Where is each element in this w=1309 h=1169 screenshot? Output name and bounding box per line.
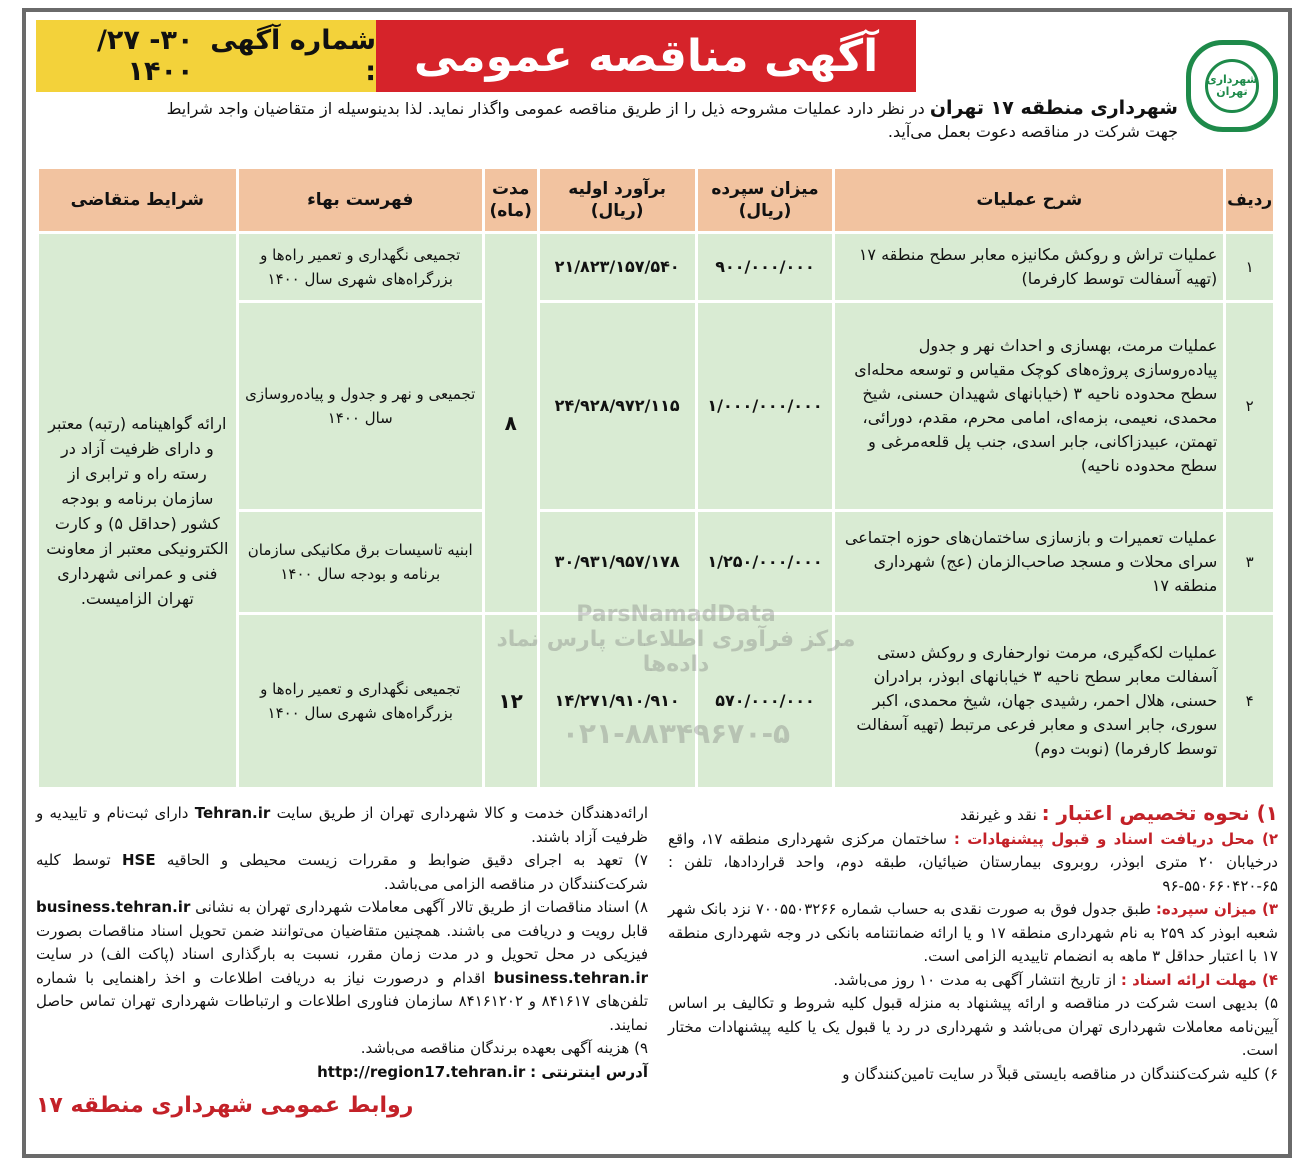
term-8-body-a: ۸) اسناد مناقصات از طریق تالار آگهی معاملات شهرداری تهران به نشانی: [195, 898, 648, 916]
applicant-conditions: ارائه گواهینامه (رتبه) معتبر و دارای ظرفیت آزاد در رسته راه و ترابری از سازمان برنامه و بودجه کشور (حداقل ۵) و کارت الکترونیکی معتبر از معاونت فنی و عمرانی شهرداری تهران الزامیست.: [39, 234, 236, 787]
ad-number-label: شماره آگهی :: [210, 25, 376, 87]
intro-text: [26, 96, 1178, 121]
header-estimate-unit: (ریال): [590, 201, 644, 221]
header-price-list: فهرست بهاء: [239, 169, 482, 231]
term-5: ۵) بدیهی است شرکت در مناقصه و ارائه پیشنهاد به منزله قبول کلیه شروط و تکالیف بر اساس آیین‌نامه معاملات شهرداری تهران می‌باشد و شهرداری در رد یا قبول یک یا کلیه پیشنهادات مختار است.: [668, 994, 1278, 1059]
term-3-title: ۳) میزان سپرده:: [1155, 900, 1278, 918]
term-1: [668, 802, 1278, 828]
row-description: عملیات تراش و روکش مکانیزه معابر سطح منطقه ۱۷ (تهیه آسفالت توسط کارفرما): [835, 234, 1223, 300]
table-header-row: [39, 169, 1273, 231]
row-deposit: ۹۰۰/۰۰۰/۰۰۰: [698, 234, 833, 300]
row-estimate: ۳۰/۹۳۱/۹۵۷/۱۷۸: [540, 512, 695, 612]
address-line: [36, 1061, 648, 1085]
row-description: عملیات مرمت، بهسازی و احداث نهر و جدول پیاده‌روسازی پروژه‌های کوچک مقیاس و توسعه محله‌ای سطح محدوده ناحیه ۳ (خیابانهای شهیدان حسنی، شیخ محمدی، نعیمی، بزمه‌ای، امامی محرم، مقدم، دورائی، تهمتن، عبیدزاکانی، جابر اسدی، جنب پل قلعه‌مرغی و سطح محدوده ناحیه): [835, 303, 1223, 509]
operations-table: [36, 166, 1276, 790]
municipality-logo: [1186, 40, 1278, 132]
row-price-list: تجمیعی نگهداری و تعمیر راه‌ها و بزرگراه‌های شهری سال ۱۴۰۰: [239, 234, 482, 300]
row-deposit: ۱/۰۰۰/۰۰۰/۰۰۰: [698, 303, 833, 509]
row-description: عملیات تعمیرات و بازسازی ساختمان‌های حوزه اجتماعی سرای محلات و مسجد صاحب‌الزمان (عج) شهرداری منطقه ۱۷: [835, 512, 1223, 612]
term-1-title: ۱) نحوه تخصیص اعتبار :: [1041, 801, 1278, 825]
row-price-list: ابنیه تاسیسات برق مکانیکی سازمان برنامه و بودجه سال ۱۴۰۰: [239, 512, 482, 612]
row-price-list: تجمیعی و نهر و جدول و پیاده‌روسازی سال ۱۴۰۰: [239, 303, 482, 509]
term-6-cont-b: دارای ثبت‌نام و تاییدیه و ظرفیت آزاد باشند.: [36, 804, 648, 846]
logo-emblem: شهرداری تهران: [1205, 59, 1259, 113]
watermark-phone: ۰۲۱-۸۸۳۴۹۶۷۰-۵: [561, 717, 791, 750]
term-2: [668, 828, 1278, 899]
header-description: شرح عملیات: [835, 169, 1223, 231]
term-3-body: طبق جدول فوق به صورت نقدی به حساب شماره ۷۰۰۵۵۰۳۲۶۶ نزد بانک شهر شعبه ابوذر کد ۲۵۹ به نام شهرداری منطقه ۱۷ و یا ارائه ضمانتنامه بانکی در وجه شهرداری منطقه ۱۷ با اعتبار حداقل ۳ ماهه به انضمام تاییدیه الزامی است.: [668, 900, 1278, 965]
row-deposit: ۱/۲۵۰/۰۰۰/۰۰۰: [698, 512, 833, 612]
business-site-link[interactable]: business.tehran.ir: [36, 898, 191, 916]
term-4-body: از تاریخ انتشار آگهی به مدت ۱۰ روز می‌باشد.: [833, 970, 1117, 989]
header-estimate-label: برآورد اولیه: [568, 179, 667, 199]
term-6: ۶) کلیه شرکت‌کنندگان در مناقصه بایستی قبلاً در سایت تامین‌کنندگان و: [842, 1064, 1278, 1083]
footer-signature: روابط عمومی شهرداری منطقه ۱۷: [36, 1093, 414, 1118]
banner-title: آگهی مناقصه عمومی: [376, 20, 916, 92]
header-duration-label: مدت: [491, 179, 530, 199]
term-7-hse: HSE: [121, 851, 156, 869]
term-4: [668, 969, 1278, 993]
row-number: ۲: [1226, 303, 1273, 509]
intro-bold: شهرداری منطقه ۱۷ تهران: [929, 97, 1178, 119]
table-row: [39, 234, 1273, 300]
row-number: ۱: [1226, 234, 1273, 300]
row-price-list: تجمیعی نگهداری و تعمیر راه‌ها و بزرگراه‌های شهری سال ۱۴۰۰: [239, 615, 482, 787]
row-estimate: ۱۴/۲۷۱/۹۱۰/۹۱۰: [540, 615, 695, 787]
term-8-body-b: قابل رویت و دریافت می باشند. همچنین متقاضیان می‌توانند ضمن تحویل اسناد مناقصات بصورت فیزیکی در محل تحویل و در مدت زمان مقرر، نسبت به بارگذاری اسناد (پاکت الف) در سایت: [36, 921, 648, 963]
row-estimate: ۲۴/۹۲۸/۹۷۲/۱۱۵: [540, 303, 695, 509]
term-6-cont-a: ارائه‌دهندگان خدمت و کالا شهرداری تهران از طریق سایت: [276, 804, 648, 822]
address-label: آدرس اینترنتی :: [530, 1062, 648, 1081]
row-number: ۳: [1226, 512, 1273, 612]
duration-row-4: ۱۲: [485, 615, 537, 787]
term-7: [36, 849, 648, 896]
term-2-title: ۲) محل دریافت اسناد و قبول پیشنهادات :: [953, 829, 1278, 848]
banner: [36, 20, 916, 92]
term-6-continued: [36, 802, 648, 849]
duration-rows-1-3: ۸: [485, 234, 537, 612]
intro-rest: در نظر دارد عملیات مشروحه ذیل را از طریق مناقصه عمومی واگذار نماید. لذا بدینوسیله از متقاضیان واجد شرایط: [166, 99, 925, 118]
terms-section: [36, 802, 1278, 1152]
header-deposit-unit: (ریال): [738, 201, 792, 221]
header-conditions: شرایط متقاضی: [39, 169, 236, 231]
term-3: [668, 898, 1278, 969]
term-7-body-a: ۷) تعهد به اجرای دقیق ضوابط و مقررات زیست محیطی و الحاقیه: [166, 851, 648, 869]
ad-number-value: ۳۰- ۲۷/ ۱۴۰۰: [97, 25, 194, 87]
advertisement-page: [22, 8, 1292, 1158]
header-estimate: [540, 169, 695, 231]
row-estimate: ۲۱/۸۲۳/۱۵۷/۵۴۰: [540, 234, 695, 300]
terms-column-right: [668, 802, 1278, 1086]
term-7-body-b: توسط کلیه شرکت‌کنندگان در مناقصه الزامی می‌باشد.: [36, 851, 648, 893]
header-deposit-label: میزان سپرده: [711, 179, 819, 199]
terms-column-left: [36, 802, 648, 1118]
intro-continuation: جهت شرکت در مناقصه دعوت بعمل می‌آید.: [887, 122, 1178, 141]
row-deposit: ۵۷۰/۰۰۰/۰۰۰: [698, 615, 833, 787]
watermark-tag: مرکز فرآوری اطلاعات پارس نماد داده‌ها: [496, 627, 856, 677]
header-deposit: [698, 169, 833, 231]
term-9: ۹) هزینه آگهی بعهده برندگان مناقصه می‌باشد.: [360, 1039, 648, 1057]
business-site-link-2[interactable]: business.tehran.ir: [493, 968, 648, 987]
term-8: [36, 896, 648, 1037]
term-4-title: ۴) مهلت ارائه اسناد :: [1120, 970, 1278, 989]
region17-site-link[interactable]: http://region17.tehran.ir: [317, 1062, 526, 1081]
term-1-body: نقد و غیرنقد: [960, 806, 1037, 824]
row-description: عملیات لکه‌گیری، مرمت نوارحفاری و روکش دستی آسفالت معابر سطح ناحیه ۳ خیابانهای ابوذر، برادران حسنی، هلال احمر، رشیدی جهان، شیخ محمدی، اکبر سوری، جابر اسدی و معابر فرعی مرتبط (تهیه آسفالت توسط کارفرما) (نوبت دوم): [835, 615, 1223, 787]
tehran-site-link[interactable]: Tehran.ir: [194, 804, 271, 822]
row-number: ۴: [1226, 615, 1273, 787]
header-duration-unit: (ماه): [489, 201, 532, 221]
header-row-number: ردیف: [1226, 169, 1273, 231]
watermark-brand: ParsNamadData: [576, 602, 776, 627]
term-8-body-c: اقدام و درصورت نیاز به دریافت اطلاعات و اخذ راهنمایی با شماره تلفن‌های ۸۴۱۶۱۷ و ۸۴۱۶۱۲۰۲ سازمان فناوری اطلاعات و ارتباطات شهرداری تهران تماس حاصل نمایند.: [36, 968, 649, 1034]
header-duration: [485, 169, 537, 231]
term-2-body: ساختمان مرکزی شهرداری منطقه ۱۷، واقع درخیابان ۲۰ متری ابوذر، روبروی بیمارستان ضیائیان، طبقه دوم، واحد قراردادها، تلفن : ۶۵-۵۵۰۶۶۰۴۲۰-۹۶: [668, 829, 1278, 895]
ad-number: [36, 20, 376, 92]
